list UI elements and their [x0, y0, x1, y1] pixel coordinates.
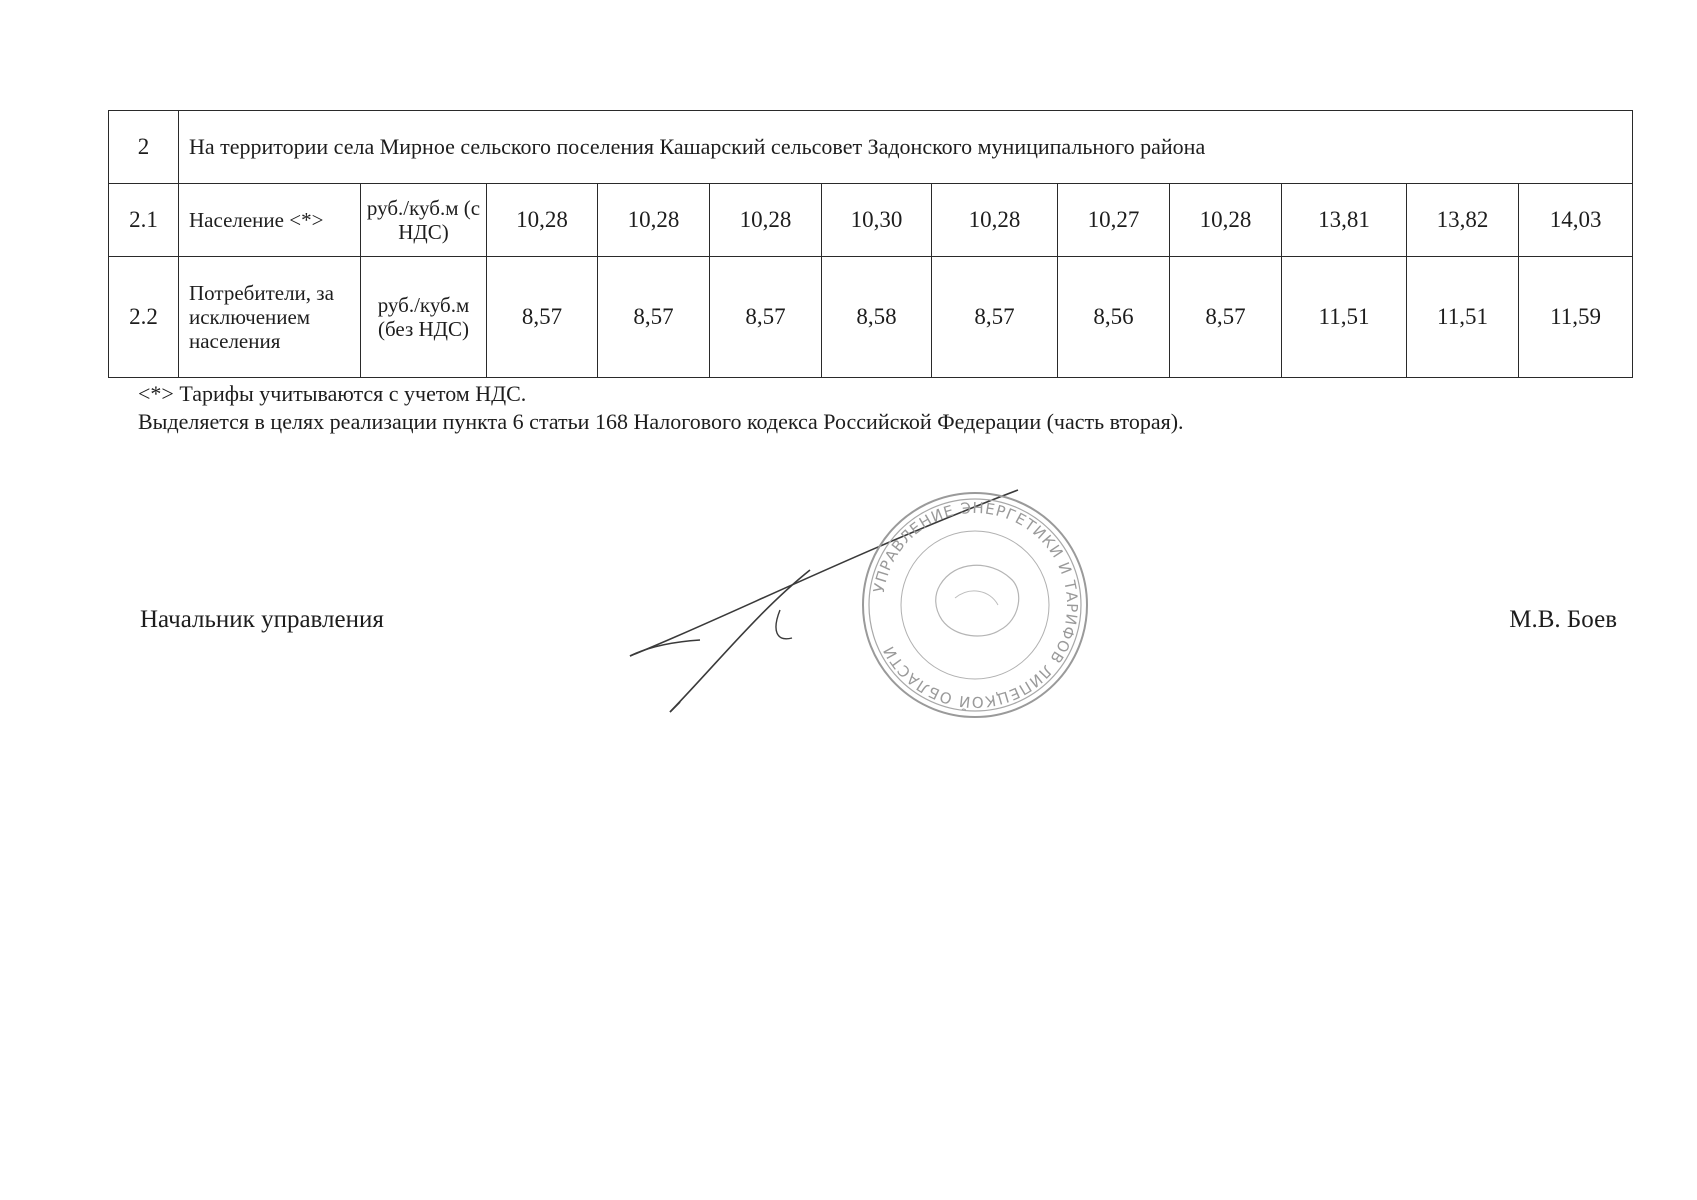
row-unit: руб./куб.м (с НДС) — [361, 184, 487, 257]
tariff-table — [108, 110, 1633, 378]
row-label: Потребители, за исключением населения — [179, 257, 361, 378]
tariff-value: 13,82 — [1407, 184, 1519, 257]
official-seal-icon — [860, 490, 1090, 720]
tariff-value: 10,30 — [822, 184, 932, 257]
tariff-value: 10,28 — [932, 184, 1058, 257]
row-number: 2.2 — [109, 257, 179, 378]
tariff-value: 8,57 — [1170, 257, 1282, 378]
section-number: 2 — [109, 111, 179, 184]
signatory-position: Начальник управления — [140, 606, 384, 633]
tariff-value: 8,57 — [598, 257, 710, 378]
section-title: На территории села Мирное сельского поселения Кашарский сельсовет Задонского муниципального района — [179, 111, 1633, 184]
tariff-value: 10,27 — [1058, 184, 1170, 257]
tariff-value: 8,56 — [1058, 257, 1170, 378]
svg-text:УПРАВЛЕНИЕ ЭНЕРГЕТИКИ И ТАРИФО: УПРАВЛЕНИЕ ЭНЕРГЕТИКИ И ТАРИФОВ ЛИПЕЦКОЙ ОБЛАСТИ — [869, 498, 1082, 712]
tariff-value: 8,58 — [822, 257, 932, 378]
table-row — [109, 111, 1633, 184]
row-number: 2.1 — [109, 184, 179, 257]
tariff-value: 8,57 — [710, 257, 822, 378]
row-unit: руб./куб.м (без НДС) — [361, 257, 487, 378]
tariff-value: 11,51 — [1282, 257, 1407, 378]
tariff-value: 10,28 — [487, 184, 598, 257]
tariff-value: 10,28 — [1170, 184, 1282, 257]
signatory-name: М.В. Боев — [1509, 606, 1617, 633]
footnote-vat: <*> Тарифы учитываются с учетом НДС. — [138, 381, 527, 406]
tariff-value: 10,28 — [710, 184, 822, 257]
row-label: Население <*> — [179, 184, 361, 257]
table-row — [109, 184, 1633, 257]
tariff-value: 11,59 — [1519, 257, 1633, 378]
tariff-value: 13,81 — [1282, 184, 1407, 257]
tariff-value: 8,57 — [487, 257, 598, 378]
table-row — [109, 257, 1633, 378]
tariff-value: 10,28 — [598, 184, 710, 257]
footnotes — [138, 380, 1184, 436]
tariff-value: 8,57 — [932, 257, 1058, 378]
tariff-value: 14,03 — [1519, 184, 1633, 257]
tariff-value: 11,51 — [1407, 257, 1519, 378]
footnote-tax-code: Выделяется в целях реализации пункта 6 статьи 168 Налогового кодекса Российской Федерации (часть вторая). — [138, 409, 1184, 434]
